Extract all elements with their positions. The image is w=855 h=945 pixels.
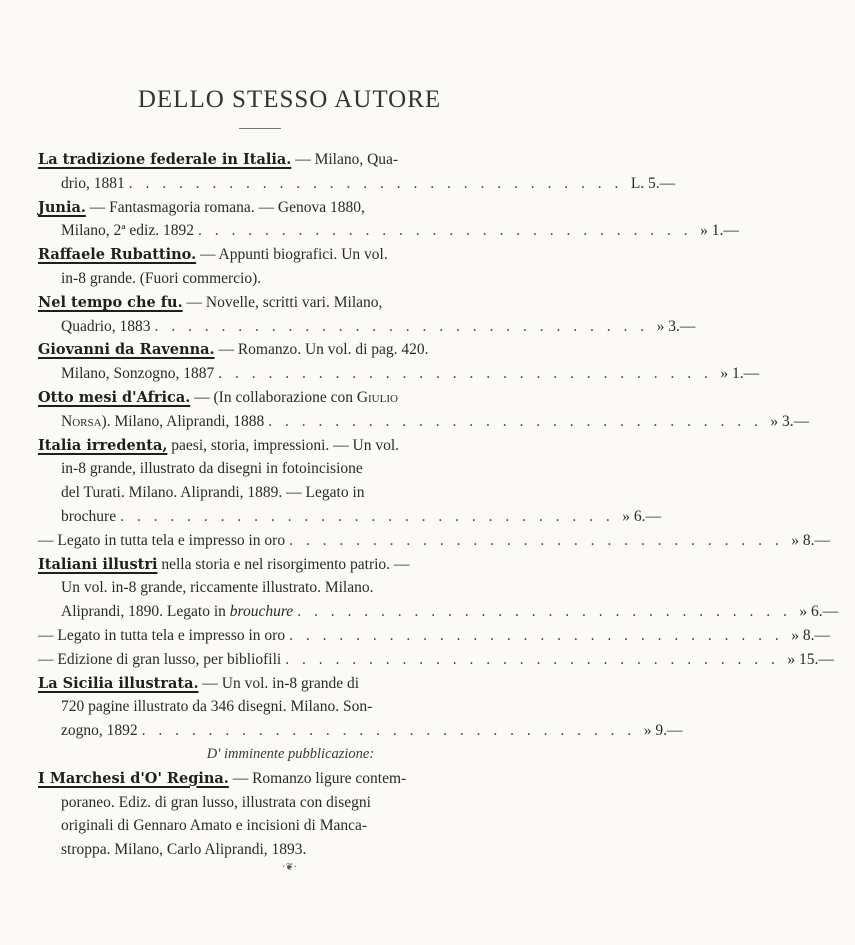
continuation-text: brochure	[61, 507, 117, 525]
catalog-line	[38, 529, 830, 553]
price: » 3.—	[656, 317, 696, 335]
book-description: — Romanzo. Un vol. di pag. 420.	[214, 341, 429, 359]
line-text	[38, 148, 398, 172]
continuation-text: zogno, 1892	[61, 722, 138, 740]
catalog-line	[38, 196, 543, 220]
catalog-line	[38, 457, 543, 481]
catalog-line	[38, 695, 543, 719]
line-text	[61, 481, 365, 505]
dot-leader: . . . . . . . . . . . . . . . . . . . . . . . . . . . . . .	[198, 222, 693, 240]
book-description: — Novelle, scritti vari. Milano,	[182, 293, 383, 311]
line-text	[61, 362, 214, 386]
dot-leader: . . . . . . . . . . . . . . . . . . . . . . . . . . . . . .	[218, 365, 713, 383]
continuation-text: Milano, Sonzogno, 1887	[61, 365, 215, 383]
catalog-list	[38, 148, 839, 862]
catalog-line	[38, 434, 543, 458]
catalog-line	[38, 576, 543, 600]
line-text	[61, 172, 125, 196]
catalog-line	[38, 219, 739, 243]
line-text	[38, 672, 359, 696]
price: » 8.—	[791, 626, 830, 644]
line-text	[38, 648, 281, 672]
catalog-line	[38, 791, 543, 815]
catalog-line	[38, 148, 543, 172]
edition-line: — Legato in tutta tela e impresso in oro	[38, 531, 286, 549]
continuation-text: Aliprandi, 1890. Legato in	[61, 603, 230, 621]
book-title: Giovanni da Ravenna.	[38, 341, 215, 359]
ornament-icon: ·❦·	[282, 862, 297, 873]
continuation-text: originali di Gennaro Amato e incisioni di Manca-	[61, 817, 368, 835]
book-title: Nel tempo che fu.	[38, 293, 183, 311]
book-title: Junia.	[38, 198, 86, 216]
line-text	[38, 338, 429, 362]
book-description: — Fantasmagoria romana. — Genova 1880,	[85, 198, 365, 216]
line-text	[61, 267, 261, 291]
book-description: — Appunti biografici. Un vol.	[196, 246, 388, 264]
dot-leader: . . . . . . . . . . . . . . . . . . . . . . . . . . . . . .	[289, 531, 784, 549]
edition-line: — Legato in tutta tela e impresso in oro	[38, 626, 286, 644]
coauthor-name: Norsa	[61, 412, 102, 430]
line-text	[61, 695, 372, 719]
dot-leader: . . . . . . . . . . . . . . . . . . . . . . . . . . . . . .	[128, 174, 623, 192]
line-text	[61, 838, 306, 862]
line-text	[38, 243, 388, 267]
dot-leader: . . . . . . . . . . . . . . . . . . . . . . . . . . . . . .	[289, 626, 784, 644]
catalog-line	[38, 553, 543, 577]
catalog-line	[38, 672, 543, 696]
dot-leader: . . . . . . . . . . . . . . . . . . . . . . . . . . . . . .	[141, 722, 636, 740]
edition-line: — Edizione di gran lusso, per bibliofili	[38, 650, 282, 668]
book-title: Italiani illustri	[38, 555, 158, 573]
catalog-line	[38, 243, 543, 267]
book-title: La tradizione federale in Italia.	[38, 151, 292, 168]
continuation-text: Un vol. in-8 grande, riccamente illustrato. Milano.	[61, 579, 374, 597]
catalog-line	[38, 719, 683, 743]
continuation-text: ). Milano, Aliprandi, 1888	[101, 412, 265, 430]
catalog-line	[38, 481, 543, 505]
catalog-line	[38, 291, 543, 315]
catalog-line	[38, 362, 760, 386]
italic-word: brouchure	[229, 603, 294, 621]
dot-leader: . . . . . . . . . . . . . . . . . . . . . . . . . . . . . .	[285, 650, 780, 668]
line-text	[38, 434, 399, 458]
line-text	[61, 576, 374, 600]
book-description: — Un vol. in-8 grande di	[198, 674, 360, 692]
line-text	[61, 457, 363, 481]
book-description: nella storia e nel risorgimento patrio. —	[157, 555, 410, 573]
catalog-line	[38, 767, 543, 791]
continuation-text: Quadrio, 1883	[61, 317, 151, 335]
continuation-text: Milano, 2ª ediz. 1892	[61, 222, 194, 240]
book-title: La Sicilia illustrata.	[38, 674, 199, 692]
line-text	[38, 553, 409, 577]
line-text	[61, 814, 367, 838]
book-description: paesi, storia, impressioni. — Un vol.	[167, 436, 400, 454]
catalog-line	[38, 648, 834, 672]
continuation-text: drio, 1881	[61, 174, 125, 192]
continuation-text: 720 pagine illustrato da 346 disegni. Milano. Son-	[61, 698, 373, 716]
catalog-line	[38, 338, 543, 362]
catalog-line	[38, 386, 543, 410]
book-description: — Milano, Qua-	[291, 151, 399, 168]
continuation-text: stroppa. Milano, Carlo Aliprandi, 1893.	[61, 841, 307, 859]
book-description: — Romanzo ligure contem-	[228, 769, 407, 787]
catalog-line	[38, 267, 543, 291]
price: » 1.—	[720, 365, 760, 383]
continuation-text: in-8 grande, illustrato da disegni in fotoincisione	[61, 460, 363, 478]
line-text	[38, 291, 382, 315]
price: » 6.—	[799, 603, 839, 621]
catalog-line	[38, 600, 839, 624]
continuation-text: del Turati. Milano. Aliprandi, 1889. — Legato in	[61, 484, 365, 502]
line-text	[61, 315, 151, 339]
coauthor-name: Giulio	[356, 388, 398, 406]
line-text	[61, 505, 116, 529]
catalog-line	[38, 315, 696, 339]
price: » 9.—	[643, 722, 683, 740]
price: L. 5.—	[630, 174, 676, 192]
line-text	[61, 410, 264, 434]
price: » 1.—	[700, 222, 739, 240]
line-text	[61, 219, 194, 243]
line-text	[38, 529, 285, 553]
price: » 3.—	[770, 412, 810, 430]
line-text	[61, 791, 371, 815]
heading-rule	[239, 128, 281, 129]
price: » 8.—	[791, 531, 830, 549]
price: » 15.—	[787, 650, 834, 668]
book-title: Otto mesi d'Africa.	[38, 388, 191, 406]
dot-leader: . . . . . . . . . . . . . . . . . . . . . . . . . . . . . .	[297, 603, 792, 621]
forthcoming-note: D' imminente pubblicazione:	[206, 745, 375, 762]
catalog-line	[38, 814, 543, 838]
price: » 6.—	[622, 507, 661, 525]
catalog-line	[38, 172, 676, 196]
book-title: I Marchesi d'O' Regina.	[38, 769, 229, 787]
book-description: — (In collaborazione con	[190, 388, 357, 406]
line-text	[38, 767, 406, 791]
catalog-line	[38, 410, 810, 434]
continuation-text: poraneo. Ediz. di gran lusso, illustrata con disegni	[61, 793, 371, 811]
page-heading: DELLO STESSO AUTORE	[137, 86, 442, 113]
continuation-text: in-8 grande. (Fuori commercio).	[61, 269, 262, 287]
dot-leader: . . . . . . . . . . . . . . . . . . . . . . . . . . . . . .	[120, 507, 615, 525]
book-title: Italia irredenta,	[38, 436, 168, 454]
catalog-line	[38, 505, 661, 529]
catalog-line	[38, 838, 543, 862]
line-text	[38, 386, 398, 410]
catalog-line	[38, 624, 830, 648]
line-text	[61, 719, 138, 743]
dot-leader: . . . . . . . . . . . . . . . . . . . . . . . . . . . . . .	[268, 412, 763, 430]
line-text	[38, 624, 285, 648]
dot-leader: . . . . . . . . . . . . . . . . . . . . . . . . . . . . . .	[154, 317, 649, 335]
line-text	[61, 600, 293, 624]
book-title: Raffaele Rubattino.	[38, 246, 197, 264]
line-text	[38, 196, 365, 220]
